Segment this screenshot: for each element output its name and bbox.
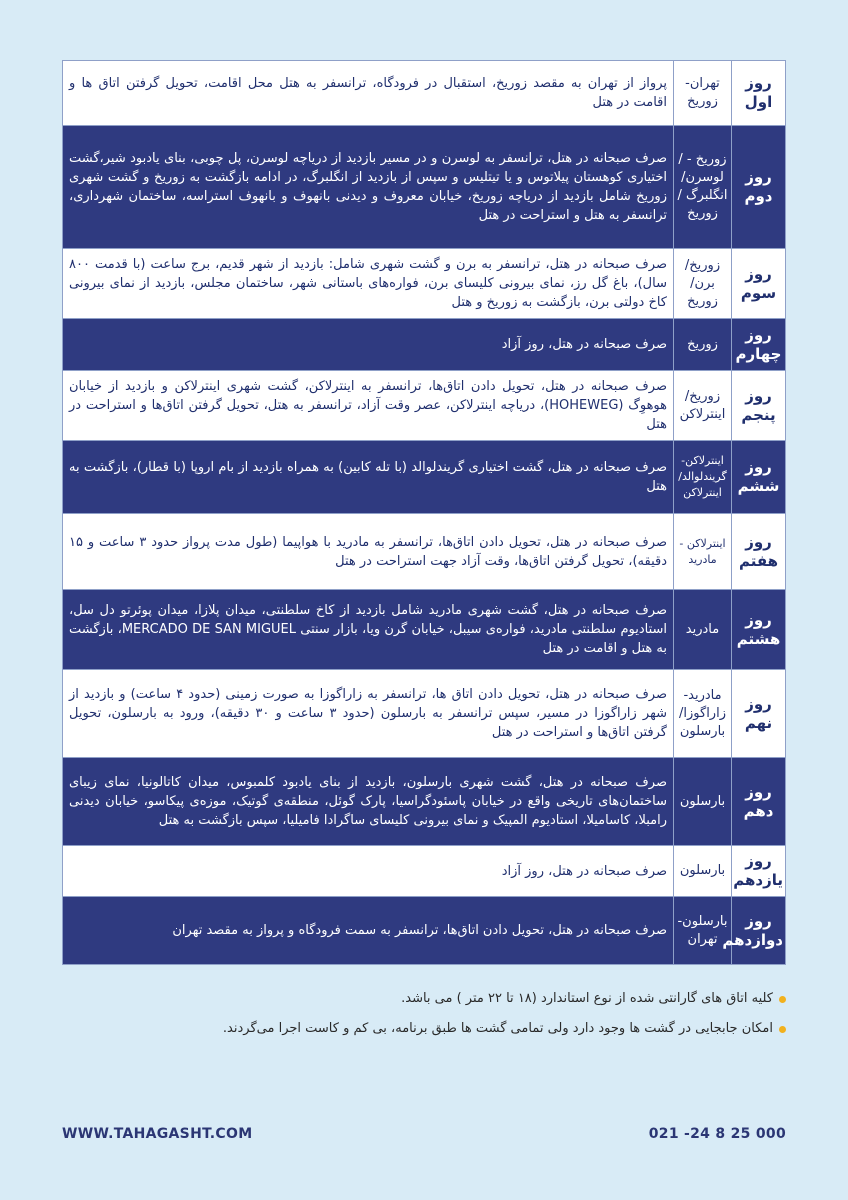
itinerary-table [62,60,786,965]
day-cell: روز نهم [732,670,786,758]
website-link[interactable]: WWW.TAHAGASHT.COM [62,1126,253,1142]
day-cell: روز ششم [732,441,786,514]
table-row [63,61,786,126]
description-cell: صرف صبحانه در هتل، گشت شهری بارسلون، بازدید از بنای یادبود کلمبوس، میدان کاتالونیا، نمای زیبای ساختمان‌های تاریخی واقع در خیابان پاسئودگراسیا، پارک گوئل، منطقه‌ی گوتیک، موزه‌ی پیکاسو، خیابان دیدنی رامبلا، کاسامیلا، استادیوم المپیک و نمای بیرونی کلیسای ساگرادا فامیلیا، سپس بازگشت به هتل [63,758,674,846]
city-cell: زوریخ/ برن/ زوریخ [674,249,732,319]
city-cell: تهران- زوریخ [674,61,732,126]
day-cell: روز دوازدهم [732,897,786,965]
day-cell: روز دوم [732,126,786,249]
description-cell: صرف صبحانه در هتل، گشت اختیاری گریندلوالد (با تله کابین) به همراه بازدید از بام اروپا (با قطار)، بازگشت به هتل [63,441,674,514]
day-cell: روز هفتم [732,514,786,590]
day-cell: روز یازدهم [732,846,786,897]
city-cell: مادرید [674,590,732,670]
phone-number: 021 -24 8 25 000 [648,1126,786,1142]
table-row [63,670,786,758]
description-cell: صرف صبحانه در هتل، تحویل دادن اتاق ها، ترانسفر به زاراگوزا به صورت زمینی (حدود ۴ ساعت) و بازدید از شهر زاراگوزا در مسیر، سپس ترانسفر به بارسلون (حدود ۳ ساعت و ۳۰ دقیقه)، ورود به بارسلون، تحویل گرفتن اتاق‌ها و استراحت در هتل [63,670,674,758]
table-row [63,897,786,965]
city-cell: بارسلون [674,758,732,846]
day-cell: روز پنجم [732,371,786,441]
description-cell: صرف صبحانه در هتل، گشت شهری مادرید شامل بازدید از کاخ سلطنتی، میدان پلازا، میدان پوئرتو دل سل، استادیوم سلطنتی مادرید، فواره‌ی سیبل، خیابان گرن ویا، بازار سنتی MERCADO DE SAN MIGUEL، بازگشت به هتل و اقامت در هتل [63,590,674,670]
city-cell: اینترلاکن - مادرید [674,514,732,590]
description-cell: پرواز از تهران به مقصد زوریخ، استقبال در فرودگاه، ترانسفر به هتل محل اقامت، تحویل گرفتن اتاق ها و اقامت در هتل [63,61,674,126]
description-cell: صرف صبحانه در هتل، تحویل دادن اتاق‌ها، ترانسفر به اینترلاکن، گشت شهری اینترلاکن و بازدید از خیابان هوهوِگ (HOHEWEG)، دریاچه اینترلاکن، عصر وقت آزاد، ترانسفر به هتل، تحویل گرفتن اتاق‌ها و استراحت در هتل [63,371,674,441]
note-text: کلیه اتاق های گارانتی شده از نوع استاندارد (۱۸ تا ۲۲ متر ) می باشد. [401,991,773,1006]
city-cell: مادرید- زاراگوزا/ بارسلون [674,670,732,758]
note-text: امکان جابجایی در گشت ها وجود دارد ولی تمامی گشت ها طبق برنامه، بی کم و کاست اجرا می‌گردند. [222,1021,773,1036]
table-row [63,590,786,670]
description-cell: صرف صبحانه در هتل، روز آزاد [63,846,674,897]
day-cell: روز چهارم [732,319,786,371]
description-cell: صرف صبحانه در هتل، تحویل دادن اتاق‌ها، ترانسفر به سمت فرودگاه و پرواز به مقصد تهران [63,897,674,965]
city-cell: بارسلون- تهران [674,897,732,965]
table-row [63,371,786,441]
table-row [63,514,786,590]
day-cell: روز سوم [732,249,786,319]
description-cell: صرف صبحانه در هتل، روز آزاد [63,319,674,371]
day-cell: روز اول [732,61,786,126]
city-cell: زوریخ/ اینترلاکن [674,371,732,441]
day-cell: روز هشتم [732,590,786,670]
table-row [63,319,786,371]
city-cell: اینترلاکن- گریندلوالد/ اینترلاکن [674,441,732,514]
bullet-dot-icon [779,1026,786,1033]
table-row [63,441,786,514]
table-row [63,126,786,249]
note-item [62,1020,786,1038]
table-row [63,758,786,846]
city-cell: بارسلون [674,846,732,897]
bullet-dot-icon [779,996,786,1003]
description-cell: صرف صبحانه در هتل، ترانسفر به برن و گشت شهری شامل: بازدید از شهر قدیم، برج ساعت (با قدمت ۸۰۰ سال)، باغ گل رز، نمای بیرونی کلیسای برن، فواره‌های باستانی شهر، ساختمان مجلس، بازدید از نمای بیرونی کاخ دولتی برن، بازگشت به زوریخ و هتل [63,249,674,319]
note-item [62,990,786,1008]
day-cell: روز دهم [732,758,786,846]
notes-list [62,990,786,1050]
table-row [63,846,786,897]
description-cell: صرف صبحانه در هتل، تحویل دادن اتاق‌ها، ترانسفر به مادرید با هواپیما (طول مدت پرواز حدود ۳ ساعت و ۱۵ دقیقه)، تحویل گرفتن اتاق‌ها، وقت آزاد جهت استراحت در هتل [63,514,674,590]
city-cell: زوریخ - /لوسرن/ انگلبرگ / زوریخ [674,126,732,249]
city-cell: زوریخ [674,319,732,371]
table-row [63,249,786,319]
description-cell: صرف صبحانه در هتل، ترانسفر به لوسرن و در مسیر بازدید از دریاچه لوسرن، پل چوبی، بنای یادبود شیر،گشت اختیاری کوهستان پیلاتوس و یا تیتلیس و سپس از بازدید از انگلبرگ، در ادامه بازگشت به زوریخ و گشت شهری زوریخ شامل بازدید از دریاچه زوریخ، خیابان معروف و دیدنی بانهوف و بانهوف استراسه، ساختمان شهرداری، ترانسفر به هتل و استراحت در هتل [63,126,674,249]
